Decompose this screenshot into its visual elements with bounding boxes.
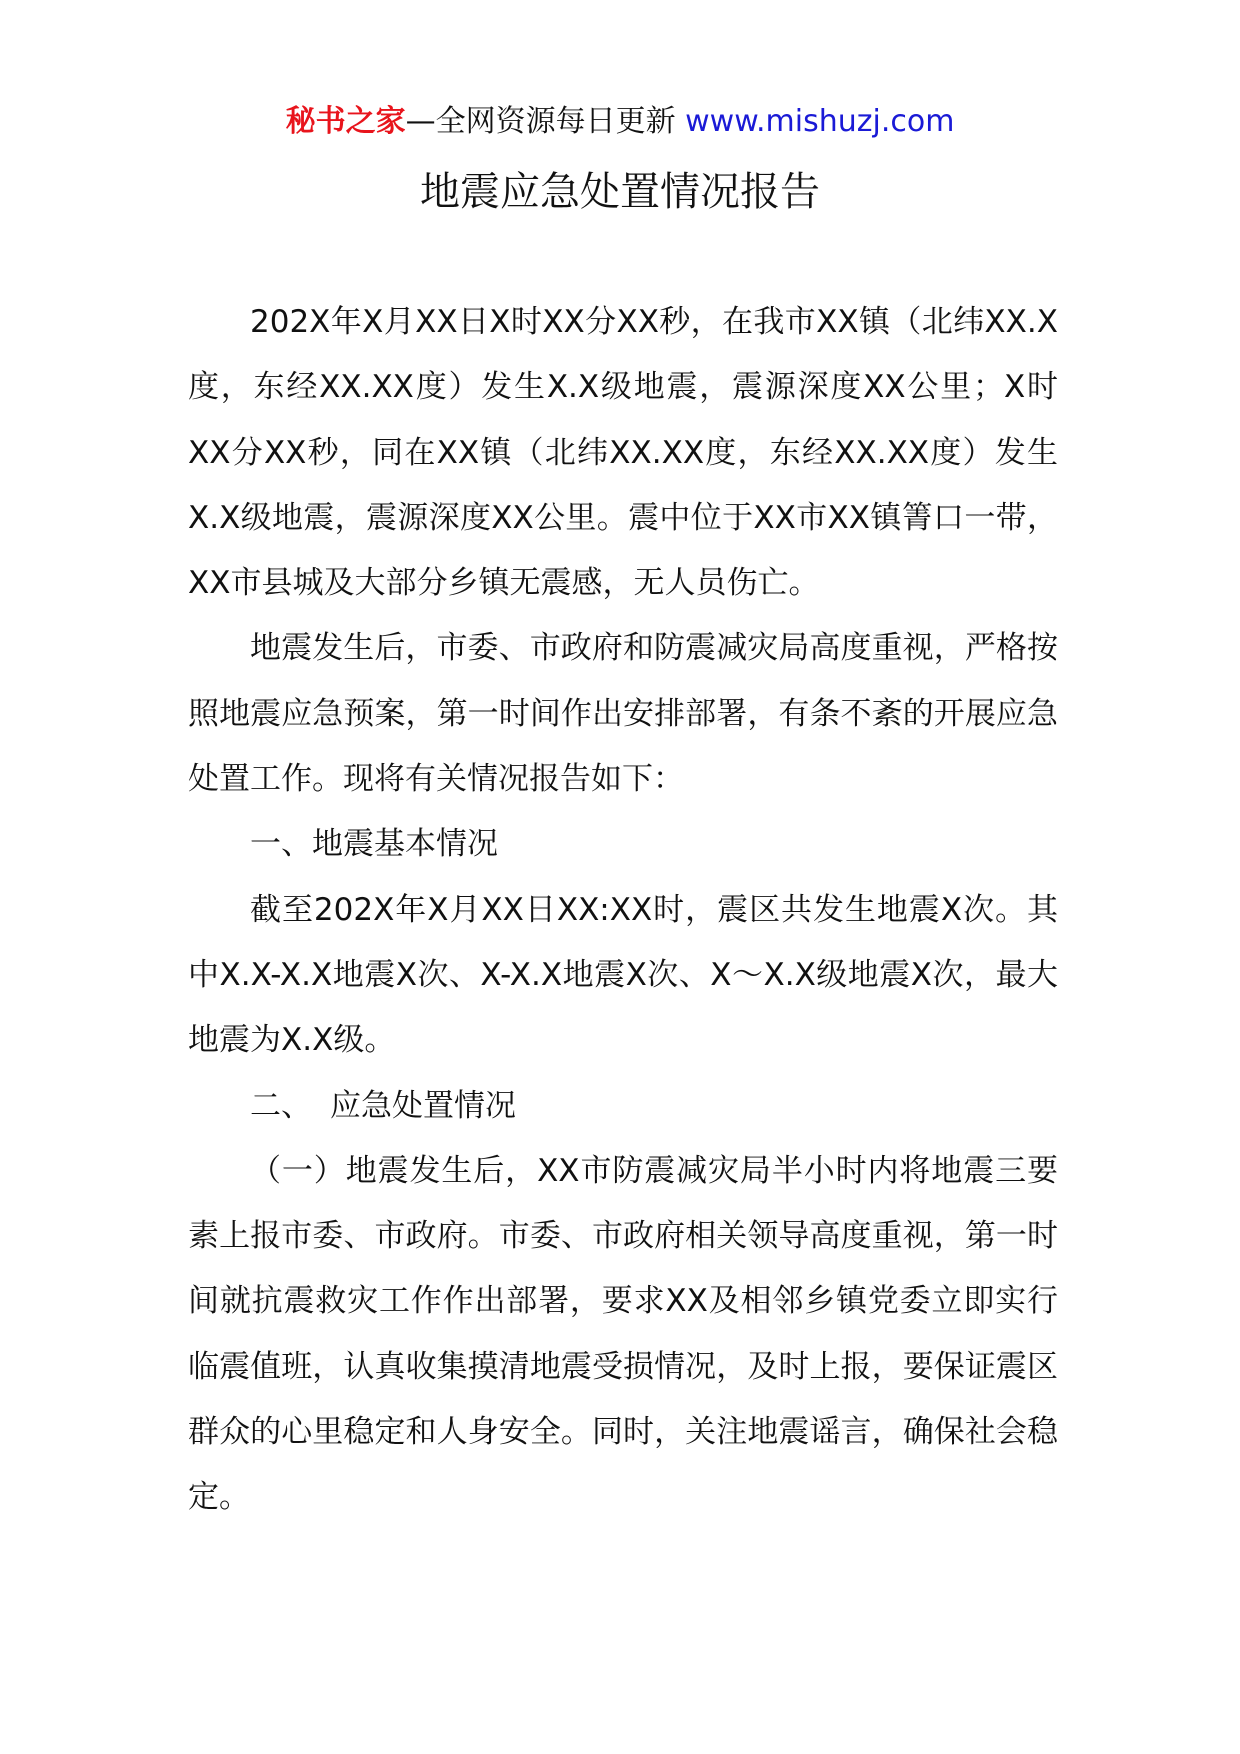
paragraph-response-intro: 地震发生后，市委、市政府和防震减灾局高度重视，严格按照地震应急预案，第一时间作出安排部署，有条不紊的开展应急处置工作。现将有关情况报告如下： bbox=[188, 630, 1058, 798]
paragraph-response-detail-1: （一）地震发生后，XX市防震减灾局半小时内将地震三要素上报市委、市政府。市委、市政府相关领导高度重视，第一时间就抗震救灾工作作出部署，要求XX及相邻乡镇党委立即实行临震值班，认真收集摸清地震受损情况，及时上报，要保证震区群众的心里稳定和人身安全。同时，关注地震谣言，确保社会稳定。 bbox=[188, 1152, 1058, 1516]
document-body bbox=[188, 290, 1058, 1531]
section-heading-basic-info: 一、地震基本情况 bbox=[250, 826, 498, 863]
section-heading-emergency-response bbox=[188, 1074, 1058, 1139]
brand-name: 秘书之家 bbox=[285, 104, 406, 139]
banner-tagline: —全网资源每日更新 bbox=[405, 104, 676, 139]
paragraph-earthquake-stats: 截至202X年X月XX日XX:XX时，震区共发生地震X次。其中X.X-X.X地震X次、X-X.X地震X次、X～X.X级地震X次，最大地震为X.X级。 bbox=[188, 891, 1058, 1059]
site-banner bbox=[0, 100, 1240, 144]
paragraph-earthquake-summary: 202X年X月XX日X时XX分XX秒，在我市XX镇（北纬XX.X度，东经XX.XX度）发生X.X级地震，震源深度XX公里；X时XX分XX秒，同在XX镇（北纬XX.XX度，东经XX.XX度）发生X.X级地震，震源深度XX公里。震中位于XX市XX镇箐口一带，XX市县城及大部分乡镇无震感，无人员伤亡。 bbox=[188, 304, 1058, 602]
section-heading-label: 应急处置情况 bbox=[330, 1087, 516, 1124]
section-heading-number: 二、 bbox=[250, 1087, 312, 1124]
site-url-link[interactable]: www.mishuzj.com bbox=[685, 104, 955, 139]
document-title: 地震应急处置情况报告 bbox=[420, 169, 820, 215]
